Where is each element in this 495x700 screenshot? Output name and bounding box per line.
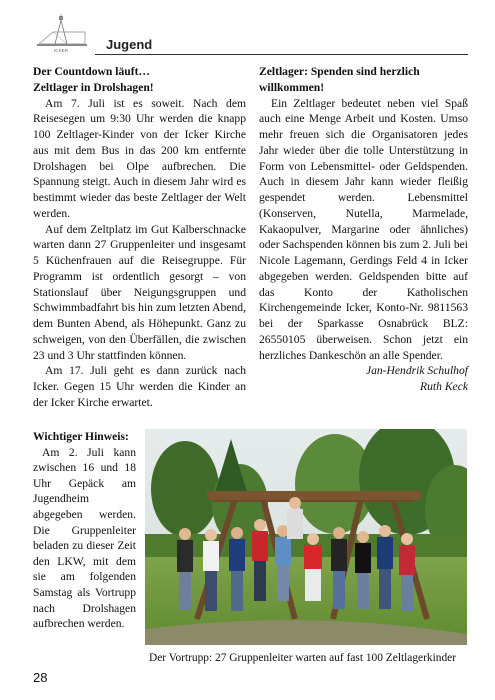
group-photo: [145, 429, 467, 645]
article-heading-line2: Zeltlager in Drolshagen!: [33, 80, 154, 94]
important-notice: [33, 429, 136, 632]
group-photo-image: [145, 429, 467, 645]
notice-body: Am 2. Juli kann zwischen 16 und 18 Uhr Gepäck am Jugendheim abgegeben werden. Die Gruppenleiter beladen zu dieser Zeit den LKW, mit dem sie am folgenden Samstag als Vortrupp nach Drolshagen aufbrechen werden.: [33, 445, 136, 631]
notice-heading: Wichtiger Hinweis:: [33, 430, 129, 443]
logo-text: ICKER: [53, 48, 69, 53]
donations-article: [259, 64, 468, 395]
section-title: Jugend: [106, 37, 153, 52]
countdown-article: [33, 64, 246, 411]
church-logo-icon: [33, 14, 89, 56]
article-heading-line1: Der Countdown läuft…: [33, 65, 151, 78]
article-paragraph: Am 17. Juli geht es dann zurück nach Icker. Gegen 15 Uhr werden die Kinder an der Icker Kirche erwartet.: [33, 364, 246, 409]
donations-heading: Zeltlager: Spenden sind herzlich willkommen!: [259, 65, 420, 94]
author-name: Ruth Keck: [420, 380, 468, 393]
article-paragraph: Auf dem Zeltplatz im Gut Kalberschnacke warten dann 27 Gruppenleiter und insgesamt 5 Küchenfrauen auf die Reisegruppe. Für Programm ist ordentlich gesorgt – von Stationslauf über Neigungsgruppen und Schwimmbadfahrt bis hin zum letzten Abend, dem Bunten Abend, als Höhepunkt. Ganz zu schweigen, von den Überfällen, die zwischen 23 und 3 Uhr stattfinden können.: [33, 222, 246, 362]
author-name: Jan-Hendrik Schulhof: [365, 364, 468, 378]
header-divider: [95, 54, 468, 55]
page-number: 28: [33, 670, 48, 685]
photo-caption: Der Vortrupp: 27 Gruppenleiter warten auf fast 100 Zeltlagerkinder: [148, 652, 457, 664]
article-paragraph: Am 7. Juli ist es soweit. Nach dem Reisesegen um 9:30 Uhr werden die knapp 100 Zeltlager-Kinder von der Icker Kirche aus mit dem Bus in das 200 km entfernte Drolshagen bei Olpe aufbrechen. Die Spannung steigt. Auch in diesem Jahr wird es bestimmt wieder das beste Zeltlager der Welt werden.: [33, 96, 246, 220]
donations-paragraph: Ein Zeltlager bedeutet neben viel Spaß auch eine Menge Arbeit und Kosten. Umso mehr freuen sich die Organisatoren jedes Jahr wieder über die tolle Unterstützung in Form von Lebensmittel- oder Geldspenden. Auch in diesem Jahr kann wieder fleißig gespendet werden. Lebensmittel (Konserven, Nutella, Marmelade, Kakaopulver, Margarine oder ähnliches) oder Sachspenden können bis zum 2. Juli bei Nicole Lagemann, Gerdings Feld 4 in Icker abgegeben werden. Geldspenden bitte auf das Konto der Katholischen Kirchengemeinde Icker, Konto-Nr. 9811563 bei der Sparkasse Osnabrück BLZ: 26550105 überweisen. Schon jetzt ein herzliches Dankeschön an alle Spender.: [259, 96, 468, 362]
